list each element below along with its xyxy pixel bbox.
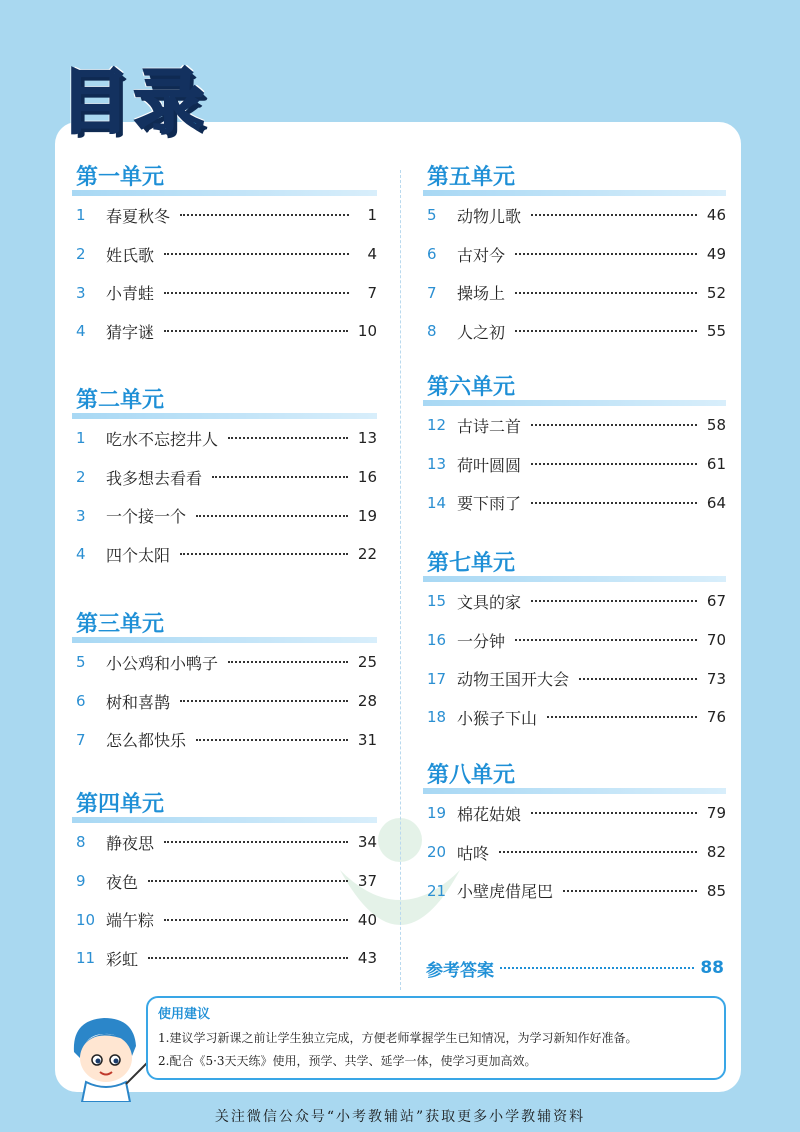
lesson-number: 1 — [76, 206, 86, 225]
dot-leader — [196, 515, 348, 517]
column-divider — [400, 170, 401, 990]
lesson-number: 1 — [76, 429, 86, 448]
dot-leader — [212, 476, 348, 478]
lesson-number: 3 — [76, 283, 86, 302]
lesson-number: 11 — [76, 949, 96, 968]
dot-leader — [563, 890, 697, 892]
lesson-name: 荷叶圆圆 — [457, 455, 522, 475]
unit-section — [72, 162, 377, 351]
lesson-number: 19 — [427, 804, 447, 823]
dot-leader — [228, 437, 348, 439]
answer-key-label: 参考答案 — [426, 960, 494, 981]
lesson-page: 76 — [706, 708, 726, 727]
lesson-name: 小猴子下山 — [457, 708, 538, 728]
dot-leader — [531, 600, 697, 602]
lesson-number: 10 — [76, 910, 96, 929]
dot-leader — [180, 553, 348, 555]
lesson-number: 8 — [427, 322, 437, 341]
lesson-name: 端午粽 — [106, 911, 155, 931]
lesson-number: 12 — [427, 416, 447, 435]
lesson-page: 37 — [357, 872, 377, 891]
lesson-number: 7 — [427, 283, 437, 302]
lesson-number: 17 — [427, 669, 447, 688]
lesson-entry[interactable] — [72, 496, 377, 535]
lesson-number: 4 — [76, 545, 86, 564]
dot-leader — [164, 841, 348, 843]
dot-leader — [180, 700, 348, 702]
lesson-number: 9 — [76, 872, 86, 891]
unit-title: 第八单元 — [423, 760, 726, 794]
lesson-number: 20 — [427, 843, 447, 862]
lesson-page: 79 — [706, 804, 726, 823]
unit-title: 第三单元 — [72, 609, 377, 643]
lesson-name: 动物儿歌 — [457, 206, 522, 226]
lesson-page: 31 — [357, 730, 377, 749]
lesson-page: 82 — [706, 843, 726, 862]
lesson-name: 古对今 — [457, 245, 506, 265]
lesson-entry[interactable] — [72, 939, 377, 978]
dot-leader — [499, 851, 697, 853]
lesson-entry[interactable] — [423, 871, 726, 910]
unit-title: 第五单元 — [423, 162, 726, 196]
lesson-page: 25 — [357, 653, 377, 672]
unit-section — [423, 162, 726, 351]
lesson-number: 6 — [76, 692, 86, 711]
dot-leader — [164, 330, 348, 332]
lesson-entry[interactable] — [72, 273, 377, 312]
teacher-mascot-icon — [64, 1012, 150, 1102]
lesson-page: 67 — [706, 592, 726, 611]
lesson-page: 55 — [706, 322, 726, 341]
lesson-entry[interactable] — [72, 862, 377, 901]
lesson-number: 15 — [427, 592, 447, 611]
dot-leader — [515, 639, 697, 641]
lesson-page: 1 — [367, 206, 377, 225]
dot-leader — [515, 253, 697, 255]
lesson-entry[interactable] — [423, 196, 726, 235]
lesson-name: 四个太阳 — [106, 545, 171, 565]
lesson-page: 13 — [357, 429, 377, 448]
lesson-entry[interactable] — [423, 794, 726, 833]
dot-leader — [164, 292, 349, 294]
lesson-name: 怎么都快乐 — [106, 731, 187, 751]
lesson-number: 13 — [427, 455, 447, 474]
lesson-page: 10 — [357, 322, 377, 341]
lesson-entry[interactable] — [423, 235, 726, 274]
lesson-entry[interactable] — [423, 445, 726, 484]
lesson-name: 夜色 — [106, 872, 139, 892]
lesson-name: 文具的家 — [457, 592, 522, 612]
lesson-page: 7 — [367, 283, 377, 302]
dot-leader — [531, 502, 697, 504]
lesson-entry[interactable] — [72, 458, 377, 497]
lesson-number: 16 — [427, 631, 447, 650]
lesson-number: 2 — [76, 245, 86, 264]
dot-leader — [579, 678, 697, 680]
lesson-name: 小壁虎借尾巴 — [457, 882, 554, 902]
dot-leader — [547, 716, 697, 718]
lesson-entry[interactable] — [423, 698, 726, 737]
advice-title: 使用建议 — [158, 1007, 211, 1022]
unit-section — [423, 372, 726, 522]
lesson-name: 小公鸡和小鸭子 — [106, 653, 219, 673]
lesson-page: 64 — [706, 493, 726, 512]
lesson-number: 4 — [76, 322, 86, 341]
lesson-page: 22 — [357, 545, 377, 564]
usage-advice-box — [146, 996, 726, 1080]
lesson-name: 古诗二首 — [457, 416, 522, 436]
lesson-entry[interactable] — [72, 196, 377, 235]
dot-leader — [531, 812, 697, 814]
lesson-page: 70 — [706, 631, 726, 650]
lesson-name: 彩虹 — [106, 949, 139, 969]
lesson-number: 21 — [427, 881, 447, 900]
lesson-page: 58 — [706, 416, 726, 435]
unit-section — [72, 789, 377, 978]
lesson-number: 6 — [427, 245, 437, 264]
lesson-page: 16 — [357, 468, 377, 487]
dot-leader — [148, 957, 348, 959]
lesson-entry[interactable] — [72, 823, 377, 862]
lesson-number: 18 — [427, 708, 447, 727]
lesson-entry[interactable] — [423, 833, 726, 872]
dot-leader — [164, 253, 349, 255]
answer-key-entry[interactable] — [426, 953, 724, 983]
lesson-number: 3 — [76, 506, 86, 525]
lesson-name: 一分钟 — [457, 631, 506, 651]
lesson-entry[interactable] — [72, 900, 377, 939]
unit-title: 第四单元 — [72, 789, 377, 823]
lesson-name: 操场上 — [457, 284, 506, 304]
unit-title: 第一单元 — [72, 162, 377, 196]
lesson-name: 人之初 — [457, 322, 506, 342]
lesson-entry[interactable] — [72, 720, 377, 759]
page-title: 目录 — [60, 61, 208, 143]
lesson-page: 4 — [367, 245, 377, 264]
lesson-name: 树和喜鹊 — [106, 692, 171, 712]
unit-section — [423, 548, 726, 737]
advice-line-1: 1.建议学习新课之前让学生独立完成，方便老师掌握学生已知情况，为学习新知作好准备。 — [158, 1031, 638, 1045]
lesson-number: 5 — [76, 653, 86, 672]
lesson-page: 73 — [706, 669, 726, 688]
lesson-name: 猜字谜 — [106, 322, 155, 342]
lesson-entry[interactable] — [423, 621, 726, 660]
dot-leader — [228, 661, 348, 663]
lesson-page: 52 — [706, 283, 726, 302]
lesson-entry[interactable] — [423, 273, 726, 312]
lesson-page: 49 — [706, 245, 726, 264]
lesson-entry[interactable] — [72, 535, 377, 574]
lesson-entry[interactable] — [72, 312, 377, 351]
lesson-page: 34 — [357, 833, 377, 852]
lesson-page: 61 — [706, 455, 726, 474]
dot-leader — [148, 880, 348, 882]
lesson-number: 5 — [427, 206, 437, 225]
unit-section — [423, 760, 726, 910]
dot-leader — [180, 214, 349, 216]
dot-leader — [531, 463, 697, 465]
dot-leader — [531, 214, 697, 216]
lesson-number: 7 — [76, 730, 86, 749]
unit-section — [72, 385, 377, 574]
dot-leader — [515, 292, 697, 294]
lesson-name: 棉花姑娘 — [457, 804, 522, 824]
lesson-number: 8 — [76, 833, 86, 852]
lesson-page: 85 — [706, 881, 726, 900]
lesson-name: 吃水不忘挖井人 — [106, 429, 219, 449]
dot-leader — [515, 330, 697, 332]
lesson-name: 春夏秋冬 — [106, 206, 171, 226]
lesson-name: 要下雨了 — [457, 494, 522, 514]
unit-title: 第六单元 — [423, 372, 726, 406]
unit-title: 第二单元 — [72, 385, 377, 419]
dot-leader — [531, 424, 697, 426]
footer-note: 关注微信公众号“小考教辅站”获取更多小学教辅资料 — [214, 1109, 586, 1125]
lesson-name: 小青蛙 — [106, 284, 155, 304]
unit-section — [72, 609, 377, 759]
lesson-entry[interactable] — [72, 682, 377, 721]
lesson-page: 28 — [357, 692, 377, 711]
lesson-name: 我多想去看看 — [106, 468, 203, 488]
lesson-entry[interactable] — [423, 659, 726, 698]
lesson-name: 姓氏歌 — [106, 245, 155, 265]
lesson-number: 2 — [76, 468, 86, 487]
dot-leader — [196, 739, 348, 741]
lesson-name: 咕咚 — [457, 843, 490, 863]
lesson-entry[interactable] — [423, 483, 726, 522]
lesson-page: 19 — [357, 506, 377, 525]
advice-line-2: 2.配合《5·3天天练》使用，预学、共学、延学一体，使学习更加高效。 — [158, 1054, 537, 1068]
lesson-entry[interactable] — [423, 582, 726, 621]
lesson-entry[interactable] — [72, 419, 377, 458]
unit-title: 第七单元 — [423, 548, 726, 582]
dot-leader — [500, 967, 694, 969]
answer-key-page: 88 — [700, 958, 724, 978]
dot-leader — [164, 919, 348, 921]
lesson-entry[interactable] — [72, 235, 377, 274]
lesson-page: 43 — [357, 949, 377, 968]
lesson-entry[interactable] — [423, 312, 726, 351]
lesson-page: 40 — [357, 910, 377, 929]
lesson-number: 14 — [427, 493, 447, 512]
lesson-entry[interactable] — [423, 406, 726, 445]
lesson-name: 动物王国开大会 — [457, 670, 570, 690]
lesson-page: 46 — [706, 206, 726, 225]
lesson-entry[interactable] — [72, 643, 377, 682]
lesson-name: 静夜思 — [106, 833, 155, 853]
lesson-name: 一个接一个 — [106, 507, 187, 527]
